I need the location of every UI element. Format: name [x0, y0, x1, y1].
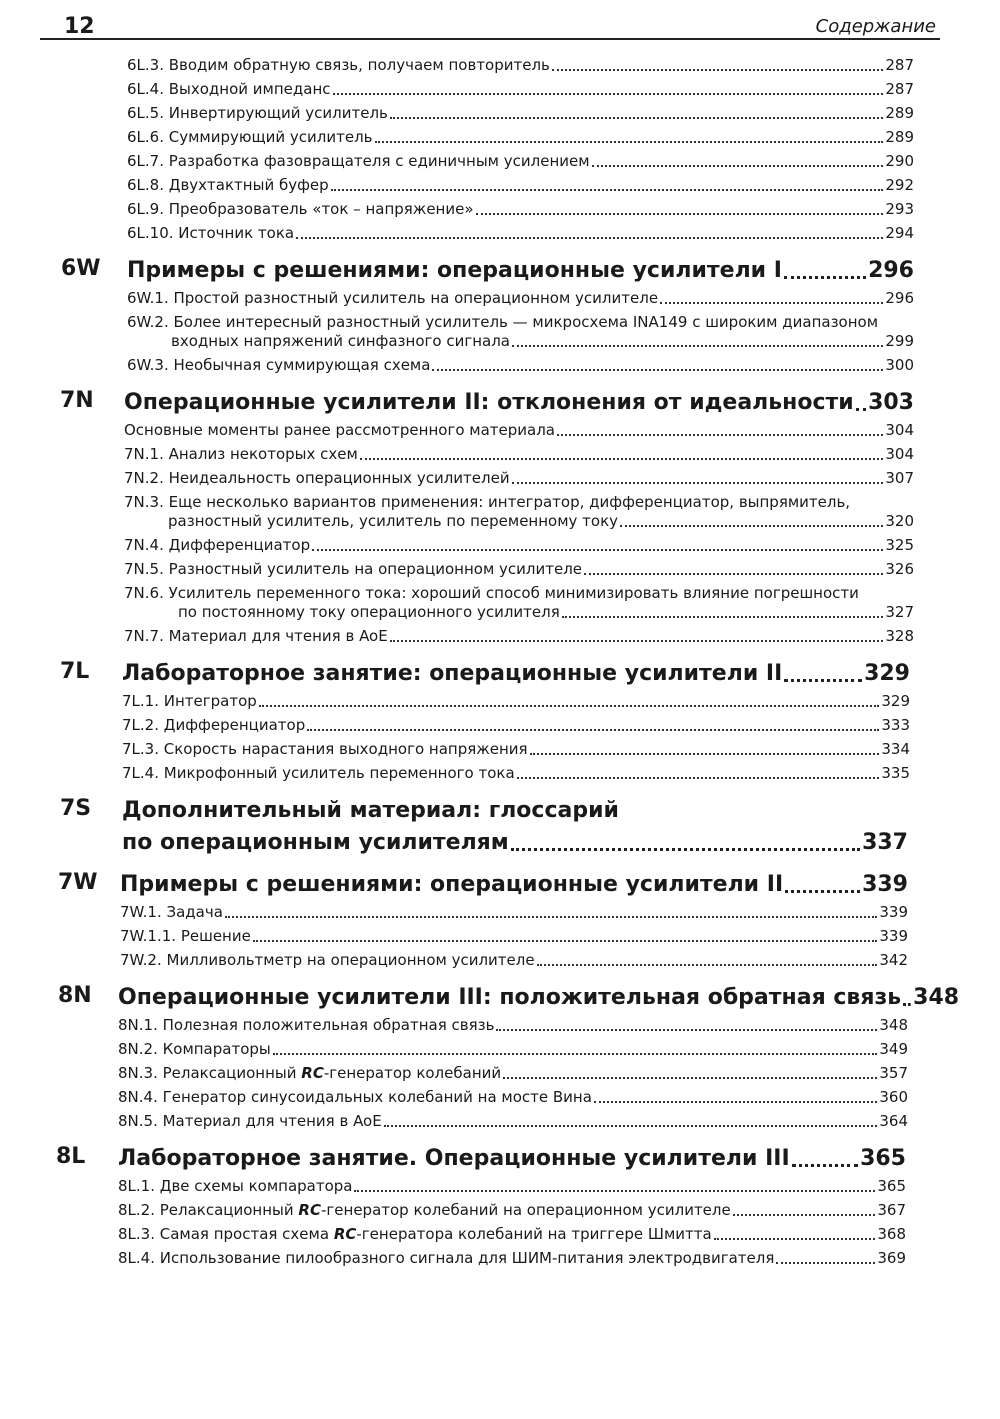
entry-text: 6L.5. Инвертирующий усилитель [127, 104, 388, 122]
entry-page: 299 [885, 332, 914, 350]
leader-dots [476, 213, 884, 215]
entry-page: 326 [885, 560, 914, 578]
entry-page: 357 [879, 1064, 908, 1082]
entry-text: 7W.1. Задача [120, 903, 223, 921]
entry-text: 7N.4. Дифференциатор [124, 536, 311, 554]
leader-dots [537, 964, 878, 966]
table-of-contents [0, 56, 1000, 1273]
leader-dots [714, 1238, 876, 1240]
entry-text: 6W.3. Необычная суммирующая схема [127, 356, 431, 374]
toc-entry[interactable] [127, 176, 914, 195]
toc-entry[interactable] [124, 421, 914, 440]
chapter-8L [56, 1144, 906, 1268]
chapter-code: 7L [60, 659, 90, 684]
entry-text: 6W.2. Более интересный разностный усилитель — микросхема INA149 с широким диапазоном [127, 313, 879, 331]
toc-entry[interactable] [124, 536, 914, 555]
entry-text: 8N.2. Компараторы [118, 1040, 271, 1058]
leader-dots [375, 141, 884, 143]
entry-page: 289 [885, 104, 914, 122]
leader-dots [432, 369, 883, 371]
toc-entry[interactable] [120, 903, 908, 922]
entry-text-rc: RC [301, 1064, 324, 1082]
leader-dots [259, 705, 880, 707]
entry-text: 7L.1. Интегратор [122, 692, 257, 710]
leader-dots [903, 1003, 911, 1006]
leader-dots [307, 729, 879, 731]
toc-entry[interactable] [127, 152, 914, 171]
toc-entry[interactable] [122, 692, 910, 711]
entry-text: 8L.4. Использование пилообразного сигнала для ШИМ-питания электродвигателя [118, 1249, 775, 1267]
toc-entry[interactable] [127, 289, 914, 308]
toc-entry[interactable] [118, 1040, 908, 1059]
toc-entry[interactable] [118, 1201, 906, 1220]
chapter-code: 8L [56, 1144, 86, 1169]
chapter-heading-line1[interactable] [60, 796, 908, 825]
entry-page: 304 [885, 445, 914, 463]
leader-dots [333, 93, 884, 95]
entry-page: 296 [885, 289, 914, 307]
page-header [40, 8, 940, 40]
chapter-code: 8N [58, 983, 92, 1008]
leader-dots [620, 525, 883, 527]
leader-dots [253, 940, 878, 942]
toc-entry[interactable] [118, 1112, 908, 1131]
leader-dots [496, 1029, 877, 1031]
leader-dots [225, 916, 877, 918]
entry-text: 6W.1. Простой разностный усилитель на операционном усилителе [127, 289, 659, 307]
toc-entry[interactable] [127, 356, 914, 375]
section-6L-entries [127, 56, 914, 243]
leader-dots [511, 848, 860, 851]
leader-dots [390, 640, 884, 642]
entry-page: 287 [885, 56, 914, 74]
entry-text: 6L.6. Суммирующий усилитель [127, 128, 373, 146]
entry-page: 348 [879, 1016, 908, 1034]
entry-text: 8N.4. Генератор синусоидальных колебаний на мосте Вина [118, 1088, 592, 1106]
entry-text-continued: входных напряжений синфазного сигнала [171, 332, 510, 350]
entry-page: 292 [885, 176, 914, 194]
entry-text: 7N.3. Еще несколько вариантов применения: интегратор, дифференциатор, выпрямитель, [124, 493, 851, 511]
entry-page: 327 [885, 603, 914, 621]
entry-page: 294 [885, 224, 914, 242]
chapter-heading[interactable] [60, 659, 910, 688]
chapter-7N [60, 388, 914, 646]
entry-text-part: -генератор колебаний [323, 1064, 502, 1082]
leader-dots [792, 1164, 858, 1167]
entry-text: 6L.3. Вводим обратную связь, получаем повторитель [127, 56, 550, 74]
toc-entry[interactable] [127, 128, 914, 147]
entry-text: 6L.8. Двухтактный буфер [127, 176, 329, 194]
entry-text: 6L.10. Источник тока [127, 224, 295, 242]
leader-dots [354, 1190, 875, 1192]
chapter-code: 7N [60, 388, 94, 413]
entry-page: 333 [881, 716, 910, 734]
leader-dots [784, 679, 862, 682]
entry-text: 6L.7. Разработка фазовращателя с единичным усилением [127, 152, 590, 170]
toc-entry-multiline[interactable] [127, 313, 914, 351]
leader-dots [584, 573, 883, 575]
chapter-title-continued: по операционным усилителям [122, 830, 509, 855]
toc-entry[interactable] [118, 1064, 908, 1083]
chapter-heading[interactable] [58, 983, 960, 1012]
leader-dots [512, 482, 884, 484]
leader-dots [594, 1101, 877, 1103]
entry-text: 7W.1.1. Решение [120, 927, 251, 945]
leader-dots [390, 117, 883, 119]
toc-entry[interactable] [118, 1016, 908, 1035]
leader-dots [517, 777, 880, 779]
toc-entry[interactable] [122, 716, 910, 735]
toc-entry[interactable] [118, 1225, 906, 1244]
entry-page: 289 [885, 128, 914, 146]
chapter-title: Примеры с решениями: операционные усилители II [120, 872, 784, 897]
chapter-heading[interactable] [122, 829, 908, 857]
toc-entry[interactable] [122, 764, 910, 783]
chapter-title: Лабораторное занятие. Операционные усилители III [118, 1146, 790, 1171]
entry-page: 364 [879, 1112, 908, 1130]
leader-dots [557, 434, 883, 436]
leader-dots [273, 1053, 878, 1055]
toc-entry[interactable] [122, 740, 910, 759]
chapter-code: 7S [60, 796, 92, 821]
entry-page: 339 [879, 927, 908, 945]
leader-dots [733, 1214, 876, 1216]
entry-text: 8N.1. Полезная положительная обратная связь [118, 1016, 495, 1034]
entry-page: 368 [877, 1225, 906, 1243]
leader-dots [552, 69, 883, 71]
entry-page: 339 [879, 903, 908, 921]
chapter-title: Операционные усилители II: отклонения от идеальности [124, 390, 854, 415]
entry-page: 342 [879, 951, 908, 969]
entry-text [118, 1225, 712, 1244]
entry-page: 293 [885, 200, 914, 218]
leader-dots [660, 302, 883, 304]
chapter-7L [60, 659, 910, 783]
entry-page: 320 [885, 512, 914, 530]
toc-entry[interactable] [124, 445, 914, 464]
entry-text: 7L.3. Скорость нарастания выходного напряжения [122, 740, 528, 758]
leader-dots [512, 345, 883, 347]
leader-dots [360, 458, 884, 460]
chapter-8N [58, 983, 960, 1131]
entry-text: Основные моменты ранее рассмотренного материала [124, 421, 555, 439]
entry-page: 307 [885, 469, 914, 487]
chapter-page: 337 [862, 830, 908, 855]
chapter-7W [58, 870, 908, 970]
entry-text-part: 8L.2. Релаксационный [118, 1201, 299, 1219]
chapter-code: 7W [58, 870, 98, 895]
leader-dots [785, 890, 860, 893]
leader-dots [784, 276, 866, 279]
chapter-heading[interactable] [61, 256, 914, 285]
toc-entry[interactable] [127, 200, 914, 219]
entry-text: 6L.4. Выходной импеданс [127, 80, 331, 98]
entry-text: 7L.2. Дифференциатор [122, 716, 306, 734]
entry-page: 369 [877, 1249, 906, 1267]
toc-entry-multiline[interactable] [124, 493, 914, 531]
toc-entry[interactable] [127, 104, 914, 123]
entry-page: 328 [885, 627, 914, 645]
toc-entry[interactable] [124, 469, 914, 488]
entry-page: 360 [879, 1088, 908, 1106]
entry-text: 8N.5. Материал для чтения в AoE [118, 1112, 382, 1130]
toc-entry[interactable] [127, 80, 914, 99]
entry-text: 8L.1. Две схемы компаратора [118, 1177, 353, 1195]
chapter-title: Лабораторное занятие: операционные усилители II [122, 661, 783, 686]
toc-entry[interactable] [120, 927, 908, 946]
chapter-page: 339 [862, 872, 908, 897]
leader-dots [503, 1077, 877, 1079]
entry-text-part: 8L.3. Самая простая схема [118, 1225, 334, 1243]
entry-text: 6L.9. Преобразователь «ток – напряжение» [127, 200, 474, 218]
chapter-heading[interactable] [58, 870, 908, 899]
chapter-title: Дополнительный материал: глоссарий [122, 798, 619, 823]
leader-dots [562, 616, 884, 618]
entry-page: 334 [881, 740, 910, 758]
entry-page: 304 [885, 421, 914, 439]
entry-text [118, 1064, 501, 1083]
leader-dots [312, 549, 883, 551]
toc-entry[interactable] [118, 1177, 906, 1196]
leader-dots [776, 1262, 875, 1264]
entry-text: 7N.5. Разностный усилитель на операционном усилителе [124, 560, 583, 578]
entry-text [118, 1201, 731, 1220]
toc-entry[interactable] [124, 627, 914, 646]
entry-page: 290 [885, 152, 914, 170]
entry-text: 7N.6. Усилитель переменного тока: хороший способ минимизировать влияние погрешности [124, 584, 859, 602]
entry-text: 7N.7. Материал для чтения в AoE [124, 627, 388, 645]
chapter-code: 6W [61, 256, 101, 281]
chapter-title: Примеры с решениями: операционные усилители I [127, 258, 782, 283]
toc-entry[interactable] [118, 1088, 908, 1107]
entry-page: 287 [885, 80, 914, 98]
toc-entry[interactable] [127, 56, 914, 75]
entry-page: 365 [877, 1177, 906, 1195]
toc-entry[interactable] [118, 1249, 906, 1268]
entry-page: 325 [885, 536, 914, 554]
toc-entry[interactable] [120, 951, 908, 970]
entry-page: 329 [881, 692, 910, 710]
entry-text-rc: RC [298, 1201, 321, 1219]
leader-dots [592, 165, 884, 167]
entry-text-part: -генератор колебаний на операционном усилителе [320, 1201, 731, 1219]
leader-dots [856, 408, 866, 411]
leader-dots [296, 237, 883, 239]
chapter-heading[interactable] [60, 388, 914, 417]
chapter-6W [61, 256, 914, 375]
entry-text-continued: разностный усилитель, усилитель по переменному току [168, 512, 619, 530]
entry-text-continued: по постоянному току операционного усилителя [178, 603, 560, 621]
entry-page: 300 [885, 356, 914, 374]
toc-entry[interactable] [127, 224, 914, 243]
entry-text-rc: RC [333, 1225, 357, 1243]
chapter-title: Операционные усилители III: положительная обратная связь [118, 985, 902, 1010]
chapter-page: 348 [913, 985, 960, 1010]
entry-text: 7L.4. Микрофонный усилитель переменного тока [122, 764, 515, 782]
leader-dots [384, 1125, 878, 1127]
entry-page: 367 [877, 1201, 906, 1219]
entry-text-part: 8N.3. Релаксационный [118, 1064, 302, 1082]
toc-entry[interactable] [124, 560, 914, 579]
leader-dots [331, 189, 884, 191]
leader-dots [530, 753, 880, 755]
entry-text-part: -генератора колебаний на триггере Шмитта [356, 1225, 712, 1243]
entry-text: 7W.2. Милливольтметр на операционном усилителе [120, 951, 535, 969]
chapter-page: 365 [860, 1146, 906, 1171]
chapter-page: 303 [868, 390, 914, 415]
running-title: Содержание [815, 16, 936, 37]
toc-entry-multiline[interactable] [124, 584, 914, 622]
chapter-7S [60, 796, 908, 857]
chapter-heading[interactable] [56, 1144, 906, 1173]
entry-page: 335 [881, 764, 910, 782]
chapter-page: 329 [864, 661, 910, 686]
entry-page: 349 [879, 1040, 908, 1058]
entry-text: 7N.1. Анализ некоторых схем [124, 445, 358, 463]
page-number: 12 [64, 14, 95, 39]
chapter-page: 296 [868, 258, 914, 283]
entry-text: 7N.2. Неидеальность операционных усилителей [124, 469, 510, 487]
